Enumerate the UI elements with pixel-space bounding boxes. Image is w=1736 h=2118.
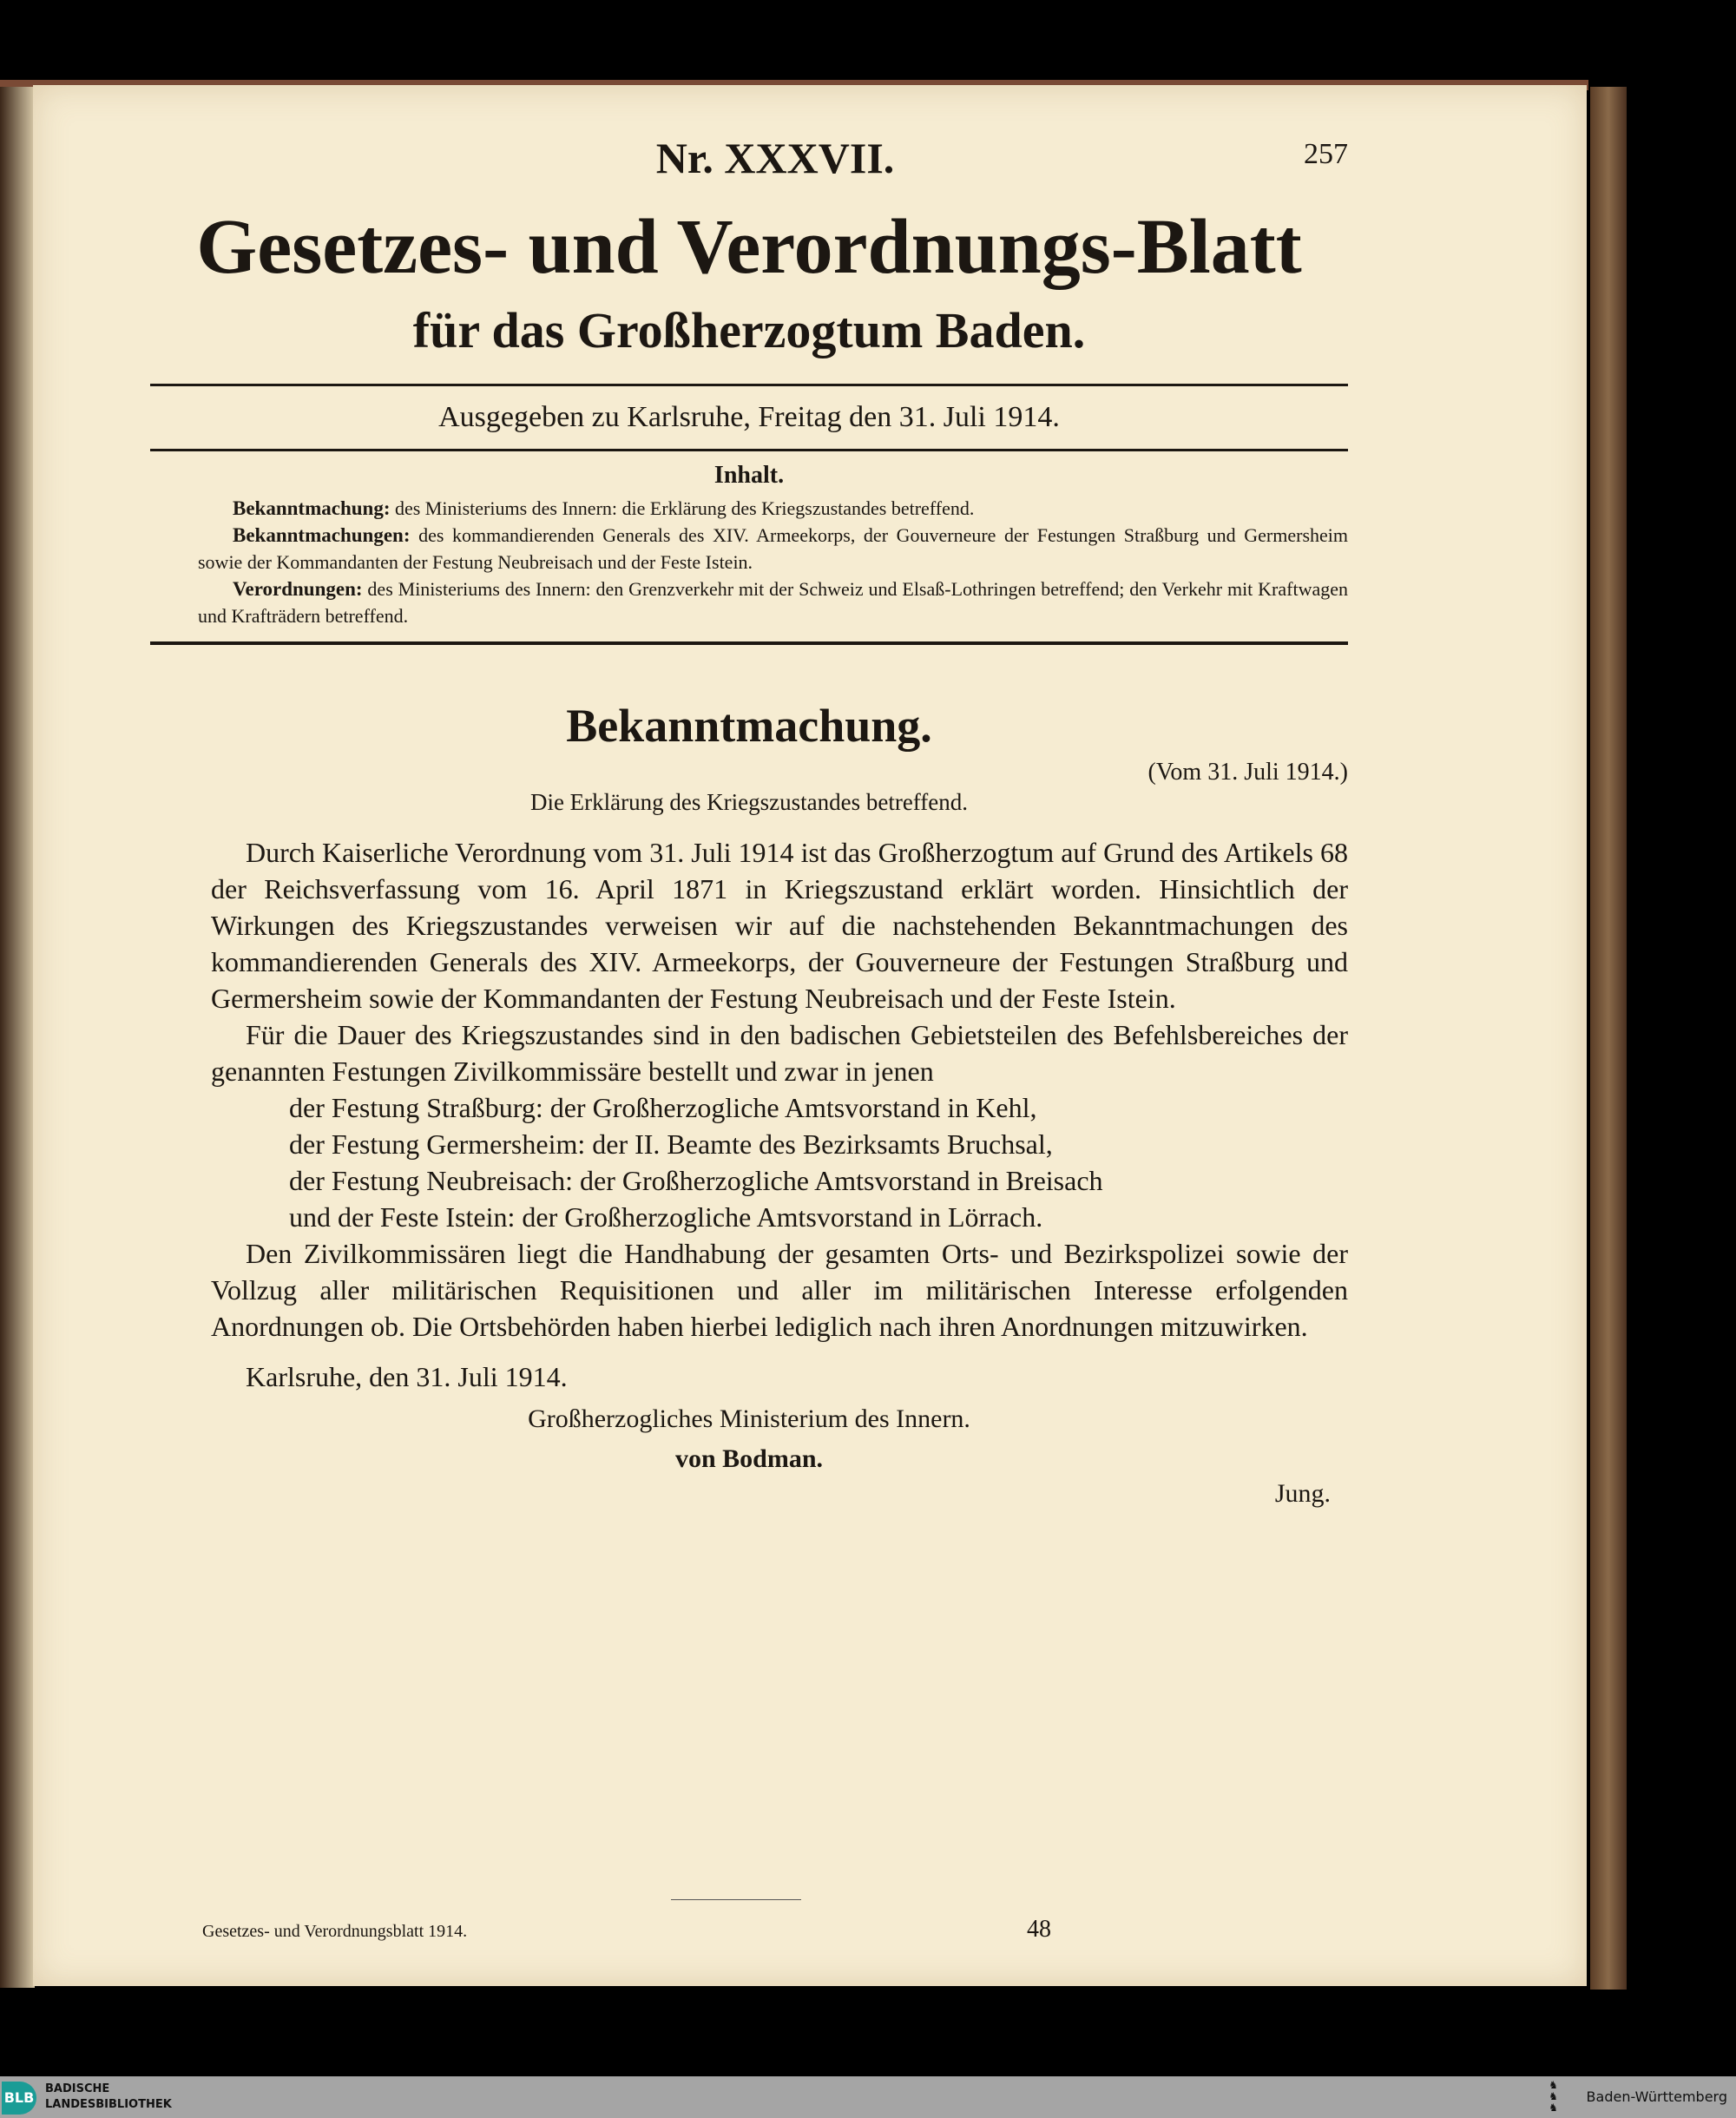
paragraph: Durch Kaiserliche Verordnung vom 31. Juli 1914 ist das Großherzogtum auf Grund des Artikels 68 der Reichsverfassung vom 16. April 1871 in Kriegszustand erklärt worden. Hinsichtlich der Wirkungen des Kriegszustandes verweisen wir auf die nachstehenden Bekanntmachungen des kommandierenden Generals des XIV. Armeekorps, der Gouverneure der Festungen Straßburg und Germersheim sowie der Kommandanten der Festung Neubreisach und der Feste Istein.	[211, 837, 1348, 1014]
sheet-number: 48	[1027, 1916, 1051, 1943]
publication-title: Gesetzes- und Verordnungs-Blatt	[196, 204, 1302, 290]
divider	[150, 384, 1348, 386]
viewer-footer	[0, 2076, 1736, 2118]
book-gutter	[0, 87, 35, 1988]
page-footer	[150, 1899, 1348, 1951]
notice-subject: Die Erklärung des Kriegszustandes betreffend.	[529, 789, 969, 815]
blb-logo[interactable]: BLB	[2, 2082, 36, 2115]
page-number: 257	[1304, 138, 1348, 170]
contents-item: Bekanntmachungen: des kommandierenden Generals des XIV. Armeekorps, der Gouverneure der Festungen Straßburg und Germersheim sowie der Kommandanten der Festung Neubreisach und der Feste Istein.	[198, 524, 1348, 573]
contents-item: Verordnungen: des Ministeriums des Innern: den Grenzverkehr mit der Schweiz und Elsaß-Lothringen betreffend; den Verkehr mit Kraftwagen und Krafträdern betreffend.	[198, 578, 1348, 627]
countersigner: Jung.	[1274, 1479, 1331, 1508]
document-page	[33, 85, 1587, 1986]
book-edge	[1590, 87, 1627, 1990]
library-name: BADISCHE LANDESBIBLIOTHEK	[45, 2082, 172, 2111]
commissioner-item: der Festung Straßburg: der Großherzogliche Amtsvorstand in Kehl,	[289, 1092, 1037, 1123]
notice-date: (Vom 31. Juli 1914.)	[1147, 759, 1348, 786]
notice-heading: Bekanntmachung.	[566, 700, 932, 752]
lions-icon: ♞ ♞ ♞	[1549, 2079, 1558, 2114]
place-date: Karlsruhe, den 31. Juli 1914.	[246, 1361, 568, 1392]
footer-publication: Gesetzes- und Verordnungsblatt 1914.	[202, 1922, 468, 1941]
issue-date-line: Ausgegeben zu Karlsruhe, Freitag den 31. Juli 1914.	[438, 401, 1060, 433]
contents-heading: Inhalt.	[713, 462, 785, 489]
contents-item: Bekanntmachung: des Ministeriums des Innern: die Erklärung des Kriegszustandes betreffend.	[233, 497, 975, 519]
publication-subtitle: für das Großherzogtum Baden.	[412, 302, 1086, 358]
commissioner-item: der Festung Germersheim: der II. Beamte des Bezirksamts Bruchsal,	[289, 1128, 1053, 1160]
state-logo-text[interactable]: Baden-Württemberg	[1586, 2088, 1727, 2105]
commissioner-item: der Festung Neubreisach: der Großherzogliche Amtsvorstand in Breisach	[289, 1165, 1103, 1196]
commissioner-item: und der Feste Istein: der Großherzogliche Amtsvorstand in Lörrach.	[289, 1201, 1043, 1233]
notice-body	[211, 834, 1348, 1345]
contents-list	[198, 495, 1348, 629]
issue-number: Nr. XXXVII.	[655, 134, 895, 182]
issue-header-row	[150, 130, 1348, 186]
paragraph: Den Zivilkommissären liegt die Handhabung der gesamten Orts- und Bezirkspolizei sowie der Vollzug aller militärischen Requisitionen und aller im militärischen Interesse erfolgenden Anordnungen ob. Die Ortsbehörden haben hierbei lediglich nach ihren Anordnungen mitzuwirken.	[211, 1238, 1348, 1342]
paragraph: Für die Dauer des Kriegszustandes sind in den badischen Gebietsteilen des Befehlsbereiches der genannten Festungen Zivilkommissäre bestellt und zwar in jenen	[211, 1019, 1348, 1087]
divider	[150, 449, 1348, 451]
footer-rule	[671, 1899, 801, 1900]
authority: Großherzogliches Ministerium des Innern.	[528, 1404, 970, 1433]
signer: von Bodman.	[674, 1444, 824, 1473]
divider	[150, 641, 1348, 645]
